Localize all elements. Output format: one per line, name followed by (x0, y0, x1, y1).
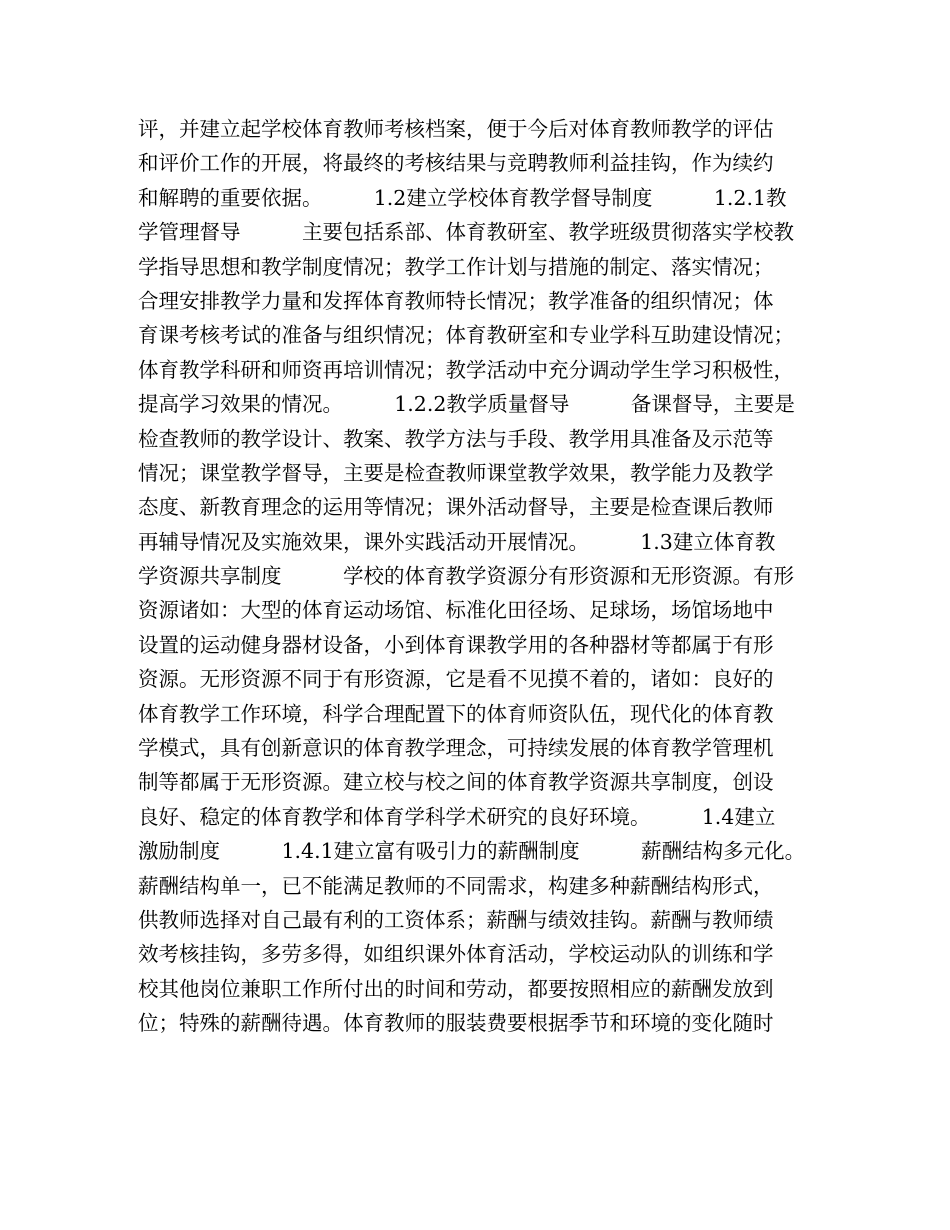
text-line: 效考核挂钩，多劳多得，如组织课外体育活动，学校运动队的训练和学 (138, 942, 774, 967)
text-line: 薪酬结构单一，已不能满足教师的不同需求，构建多种薪酬结构形式， (138, 873, 774, 898)
text-line: 供教师选择对自己最有利的工资体系；薪酬与绩效挂钩。薪酬与教师绩 (138, 907, 774, 932)
text-line: 制等都属于无形资源。建立校与校之间的体育教学资源共享制度，创设 (138, 770, 774, 795)
text-line: 校其他岗位兼职工作所付出的时间和劳动，都要按照相应的薪酬发放到 (138, 976, 774, 1001)
text-line: 激励制度 1.4.1建立富有吸引力的薪酬制度 薪酬结构多元化。 (138, 839, 806, 864)
text-line: 评，并建立起学校体育教师考核档案，便于今后对体育教师教学的评估 (138, 117, 774, 141)
text-line: 和解聘的重要依据。 1.2建立学校体育教学督导制度 1.2.1教 (138, 185, 787, 210)
text-line: 再辅导情况及实施效果，课外实践活动开展情况。 1.3建立体育教 (138, 529, 776, 554)
text-line: 学指导思想和教学制度情况；教学工作计划与措施的制定、落实情况； (138, 254, 774, 279)
text-line: 和评价工作的开展，将最终的考核结果与竞聘教师利益挂钩，作为续约 (138, 151, 774, 176)
text-line: 良好、稳定的体育教学和体育学科学术研究的良好环境。 1.4建立 (138, 804, 776, 829)
text-line: 育课考核考试的准备与组织情况；体育教研室和专业学科互助建设情况； (138, 323, 794, 348)
text-line: 学资源共享制度 学校的体育教学资源分有形资源和无形资源。有形 (138, 564, 794, 589)
text-line: 检查教师的教学设计、教案、教学方法与手段、教学用具准备及示范等 (138, 426, 774, 451)
text-line: 体育教学工作环境，科学合理配置下的体育师资队伍，现代化的体育教 (138, 701, 774, 726)
text-line: 提高学习效果的情况。 1.2.2教学质量督导 备课督导，主要是 (138, 392, 795, 417)
text-line: 位；特殊的薪酬待遇。体育教师的服装费要根据季节和环境的变化随时 (138, 1011, 774, 1036)
text-line: 合理安排教学力量和发挥体育教师特长情况；教学准备的组织情况；体 (138, 288, 774, 313)
text-line: 情况；课堂教学督导，主要是检查教师课堂教学效果，教学能力及教学 (138, 460, 774, 485)
body-text (138, 112, 828, 1041)
text-line: 体育教学科研和师资再培训情况；教学活动中充分调动学生学习积极性， (138, 357, 794, 382)
text-line: 态度、新教育理念的运用等情况；课外活动督导，主要是检查课后教师 (138, 495, 774, 520)
text-line: 学模式，具有创新意识的体育教学理念，可持续发展的体育教学管理机 (138, 736, 774, 761)
text-line: 学管理督导 主要包括系部、体育教研室、教学班级贯彻落实学校教 (138, 220, 794, 245)
text-line: 资源。无形资源不同于有形资源，它是看不见摸不着的，诸如：良好的 (138, 667, 774, 692)
text-line: 设置的运动健身器材设备，小到体育课教学用的各种器材等都属于有形 (138, 632, 774, 657)
text-line: 资源诸如：大型的体育运动场馆、标准化田径场、足球场，场馆场地中 (138, 598, 774, 623)
